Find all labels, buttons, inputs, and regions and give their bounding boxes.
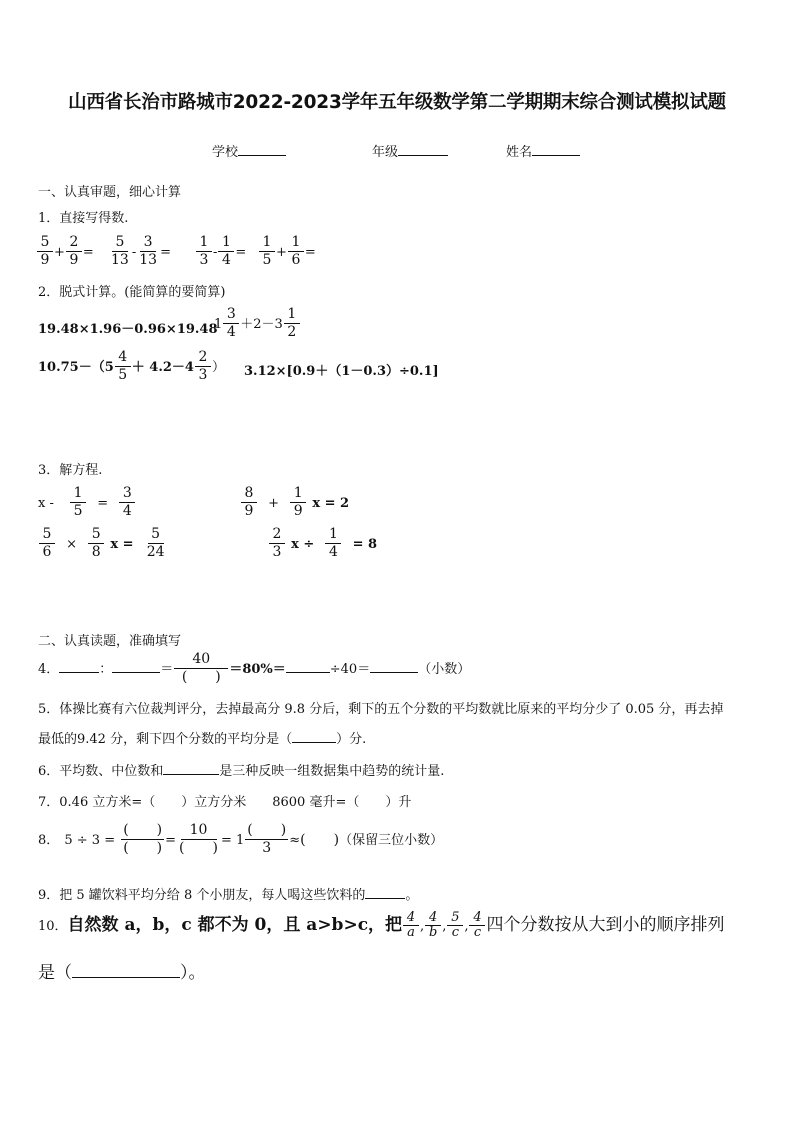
- q4-blank-2[interactable]: [112, 660, 160, 673]
- grade-label: 年级: [372, 145, 399, 160]
- q3-eq-3: $\frac{5}{6}$ × $\frac{5}{8}$ x = $\frac{5}{24}$: [38, 526, 168, 561]
- school-blank[interactable]: [238, 143, 286, 156]
- q4-blank-3[interactable]: [286, 660, 330, 673]
- q8: 8． 5 ÷ 3 = $\frac{( )}{( )}$ = $\frac{10}{( )}$ = 1 $\frac{( )}{3}$ ≈( )（保留三位小数）: [38, 822, 444, 856]
- q2-expr-4: 3.12×[0.9＋（1－0.3）÷0.1]: [244, 364, 439, 379]
- q2-expr-3: 10.75－（5 $\frac{4}{5}$ ＋ 4.2－4 $\frac{2}{3}$ ）: [38, 349, 225, 383]
- page-title: 山西省长治市路城市2022-2023学年五年级数学第二学期期末综合测试模拟试题: [68, 92, 726, 113]
- q3-eq-2: $\frac{8}{9}$ + $\frac{1}{9}$ x = 2: [240, 485, 349, 520]
- q3-eq-1: x - $\frac{1}{5}$ = $\frac{3}{4}$: [38, 485, 136, 520]
- q1-item-3: $\frac{1}{3}$ - $\frac{1}{4}$ =: [195, 234, 246, 269]
- q9: 9．把 5 罐饮料平均分给 8 个小朋友，每人喝这些饮料的 。: [38, 888, 419, 903]
- q7: 7．0.46 立方米=（ ）立方分米 8600 毫升=（ ）升: [38, 795, 412, 810]
- q3-label: 3．解方程.: [38, 463, 103, 478]
- q6: 6．平均数、中位数和 是三种反映一组数据集中趋势的统计量.: [38, 764, 445, 779]
- q1-item-1: $\frac{5}{9}$ + $\frac{2}{9}$ =: [36, 234, 94, 269]
- q4-blank-1[interactable]: [59, 660, 99, 673]
- q10-blank[interactable]: [72, 965, 180, 978]
- q1-item-4: $\frac{1}{5}$ + $\frac{1}{6}$ =: [258, 234, 316, 269]
- q4-blank-4[interactable]: [370, 660, 418, 673]
- school-field: [212, 141, 286, 160]
- q10-line-1: 10．自然数 a，b，c 都不为 0，且 a>b>c，把 $\frac{4}{a}$ , $\frac{4}{b}$ , $\frac{5}{c}$ , $\frac{4}{c}$ 四个分数按从大到小的顺序排列: [38, 910, 725, 940]
- q3-eq-4: $\frac{2}{3}$ x ÷ $\frac{1}{4}$ = 8: [268, 526, 377, 561]
- name-blank[interactable]: [532, 143, 580, 156]
- name-field: [506, 141, 580, 160]
- grade-field: [372, 141, 448, 160]
- q5-line-1: 5．体操比赛有六位裁判评分，去掉最高分 9.8 分后，剩下的五个分数的平均数就比原来的平均分少了 0.05 分，再去掉: [38, 702, 724, 717]
- q2-expr-2: 1 $\frac{3}{4}$ ＋2－3 $\frac{1}{2}$: [214, 306, 301, 341]
- q2-label: 2．脱式计算。(能简算的要简算): [38, 285, 226, 300]
- grade-blank[interactable]: [398, 143, 448, 156]
- q1-item-2: $\frac{5}{13}$ - $\frac{3}{13}$ =: [111, 234, 171, 268]
- q8-blank-4[interactable]: ( ): [247, 822, 287, 838]
- q9-blank[interactable]: [365, 886, 405, 899]
- section1-heading: 一、认真审题，细心计算: [38, 185, 182, 200]
- q8-blank-2[interactable]: ( ): [123, 840, 163, 856]
- q8-blank-1[interactable]: ( ): [123, 822, 163, 838]
- q5-line-2: 最低的9.42 分，剩下四个分数的平均分是（ ）分.: [38, 732, 367, 747]
- name-label: 姓名: [506, 145, 533, 160]
- q5-blank[interactable]: [292, 730, 336, 743]
- q4: 4． ： ＝ $\frac{40}{( )}$ ＝80%＝ ÷40＝ （小数）: [38, 651, 471, 685]
- q8-blank-5[interactable]: ( ): [300, 832, 340, 848]
- q6-blank[interactable]: [163, 762, 219, 775]
- q8-blank-3[interactable]: ( ): [179, 840, 218, 856]
- q2-expr-1: 19.48×1.96－0.96×19.48: [38, 322, 218, 337]
- school-label: 学校: [212, 145, 239, 160]
- q10-line-2: 是（ ）。: [38, 963, 206, 983]
- q1-label: 1．直接写得数.: [38, 211, 129, 226]
- section2-heading: 二、认真读题，准确填写: [38, 634, 182, 649]
